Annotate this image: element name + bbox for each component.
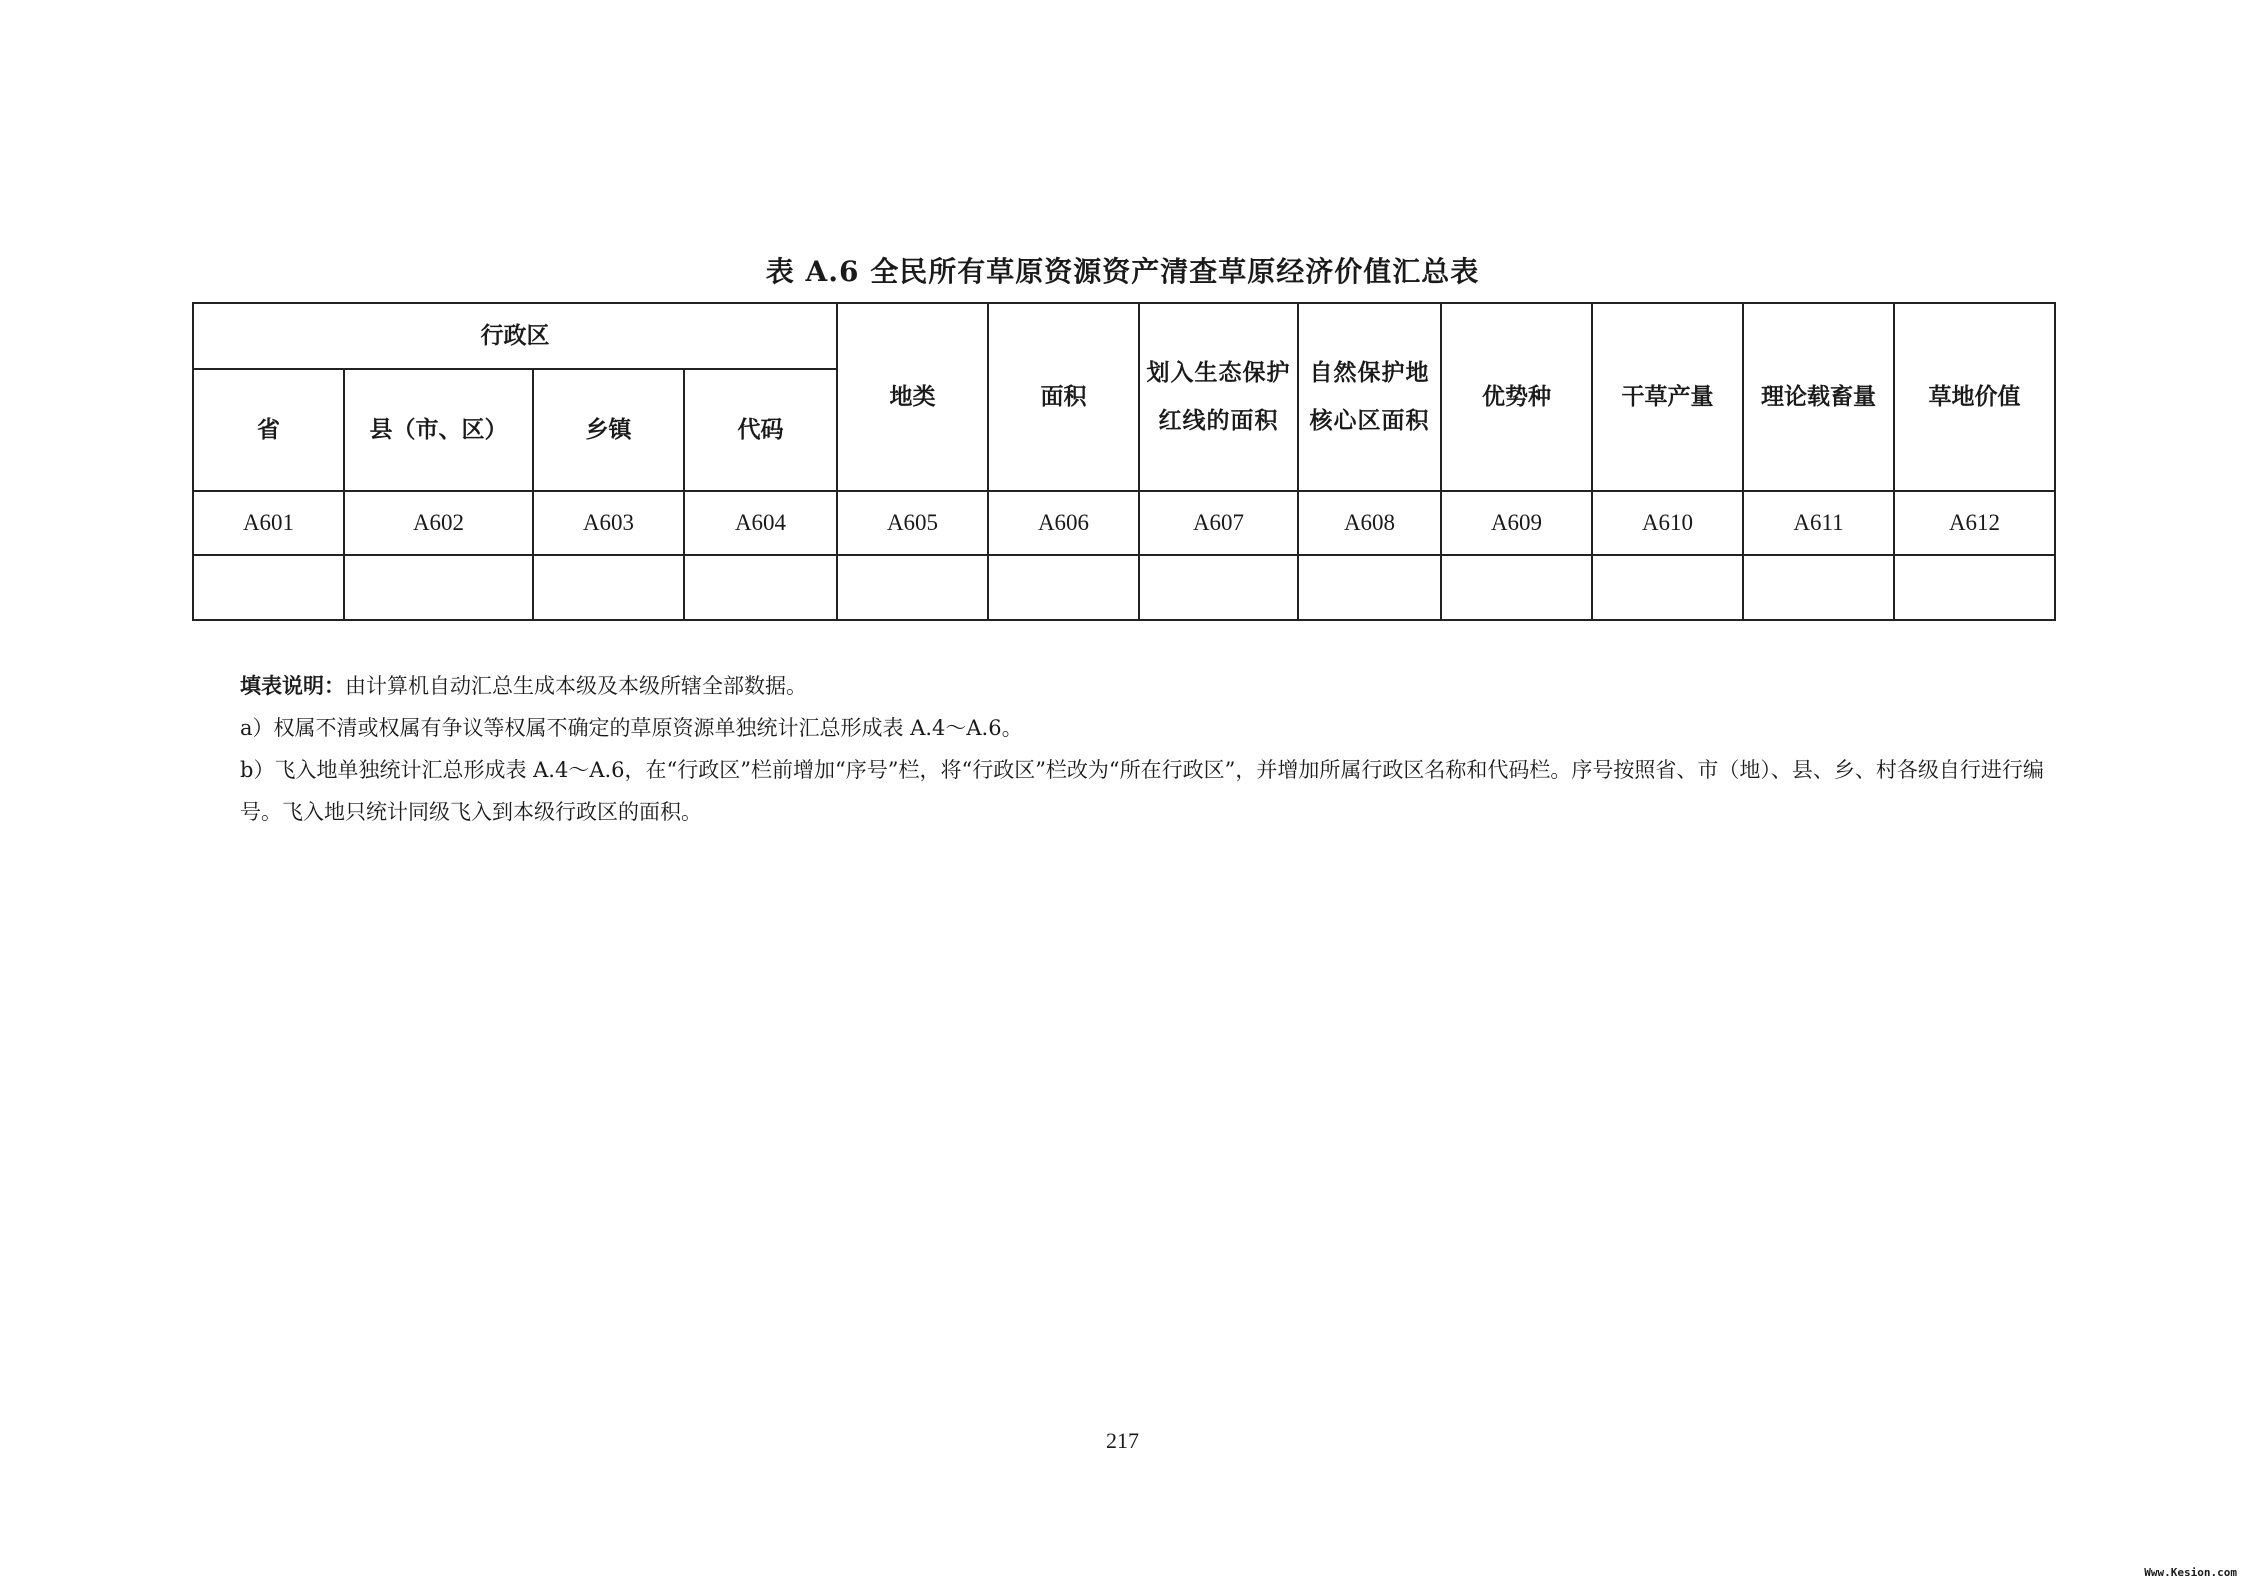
empty-cell	[1743, 555, 1894, 620]
empty-cell	[344, 555, 533, 620]
header-grassland-value: 草地价值	[1894, 303, 2055, 491]
note-intro-text: 由计算机自动汇总生成本级及本级所辖全部数据。	[345, 674, 807, 698]
header-eco-redline-area	[1139, 303, 1298, 491]
code-cell: A603	[533, 491, 684, 555]
empty-cell	[193, 555, 344, 620]
note-heading: 填表说明：	[240, 674, 345, 698]
header-carrying-capacity: 理论载畜量	[1743, 303, 1894, 491]
empty-cell	[684, 555, 837, 620]
code-cell: A608	[1298, 491, 1441, 555]
empty-cell	[1592, 555, 1743, 620]
header-dominant-species: 优势种	[1441, 303, 1592, 491]
empty-cell	[1441, 555, 1592, 620]
header-code: 代码	[684, 369, 837, 491]
header-nature-core-line2: 核心区面积	[1309, 408, 1430, 434]
empty-cell	[1298, 555, 1441, 620]
empty-cell	[1894, 555, 2055, 620]
code-cell: A607	[1139, 491, 1298, 555]
fill-instructions	[192, 665, 2054, 833]
summary-table	[192, 302, 2056, 621]
empty-cell	[988, 555, 1139, 620]
code-cell: A601	[193, 491, 344, 555]
empty-cell	[533, 555, 684, 620]
note-a: a）权属不清或权属有争议等权属不确定的草原资源单独统计汇总形成表 A.4～A.6。	[240, 716, 1023, 740]
empty-cell	[837, 555, 988, 620]
header-township: 乡镇	[533, 369, 684, 491]
page-number: 217	[1106, 1428, 1139, 1453]
code-cell: A609	[1441, 491, 1592, 555]
header-admin-region: 行政区	[193, 303, 837, 369]
code-cell: A612	[1894, 491, 2055, 555]
empty-data-row	[193, 555, 2055, 620]
header-province: 省	[193, 369, 344, 491]
table-title: 表 A.6 全民所有草原资源资产清查草原经济价值汇总表	[765, 255, 1480, 288]
watermark: Www.Kesion.com	[2144, 1566, 2237, 1579]
note-b: b）飞入地单独统计汇总形成表 A.4～A.6，在“行政区”栏前增加“序号”栏，将“行政区”栏改为“所在行政区”，并增加所属行政区名称和代码栏。序号按照省、市（地）、县、乡、村各级自行进行编号。飞入地只统计同级飞入到本级行政区的面积。	[240, 758, 2044, 824]
header-county: 县（市、区）	[344, 369, 533, 491]
code-cell: A611	[1743, 491, 1894, 555]
code-row	[193, 491, 2055, 555]
header-land-type: 地类	[837, 303, 988, 491]
header-eco-redline-line2: 红线的面积	[1158, 408, 1279, 434]
code-cell: A602	[344, 491, 533, 555]
empty-cell	[1139, 555, 1298, 620]
code-cell: A610	[1592, 491, 1743, 555]
header-nature-core-line1: 自然保护地	[1309, 360, 1430, 386]
code-cell: A604	[684, 491, 837, 555]
code-cell: A606	[988, 491, 1139, 555]
header-eco-redline-line1: 划入生态保护	[1146, 360, 1291, 386]
note-intro	[192, 665, 2054, 707]
header-nature-core-area	[1298, 303, 1441, 491]
code-cell: A605	[837, 491, 988, 555]
header-area: 面积	[988, 303, 1139, 491]
header-hay-yield: 干草产量	[1592, 303, 1743, 491]
